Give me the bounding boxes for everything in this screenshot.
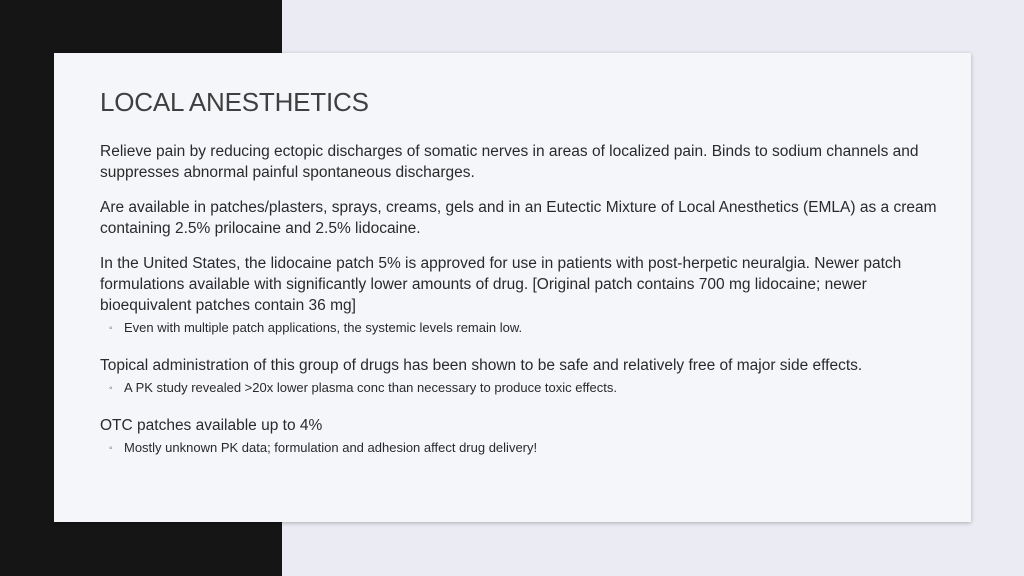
paragraph-mechanism: Relieve pain by reducing ectopic discharges of somatic nerves in areas of localized pain. Binds to sodium channels and suppresses abnormal painful spontaneous discharges. <box>100 143 919 181</box>
paragraph-otc: OTC patches available up to 4% <box>100 417 323 434</box>
paragraph-lidocaine-patch: In the United States, the lidocaine patch 5% is approved for use in patients with post-herpetic neuralgia. Newer patch formulations available with significantly lower amounts of drug. [Original patch contains 700 mg lidocaine; newer bioequivalent patches contain 36 mg] <box>100 255 902 314</box>
slide-body <box>100 141 941 459</box>
sub-bullet-text: Mostly unknown PK data; formulation and adhesion affect drug delivery! <box>124 440 538 455</box>
bullet-circle-icon: ◦ <box>109 383 113 394</box>
paragraph-formulations: Are available in patches/plasters, sprays, creams, gels and in an Eutectic Mixture of Local Anesthetics (EMLA) as a cream containing 2.5% prilocaine and 2.5% lidocaine. <box>100 199 937 237</box>
slide-title: LOCAL ANESTHETICS <box>100 87 369 117</box>
sub-bullet-text: A PK study revealed >20x lower plasma conc than necessary to produce toxic effects. <box>124 380 617 395</box>
bullet-circle-icon: ◦ <box>109 443 113 454</box>
sub-bullet-pk-study <box>109 379 941 399</box>
slide-card <box>54 53 971 522</box>
sub-bullet-text: Even with multiple patch applications, the systemic levels remain low. <box>124 320 523 335</box>
bullet-circle-icon: ◦ <box>109 323 113 334</box>
paragraph-safety: Topical administration of this group of drugs has been shown to be safe and relatively free of major side effects. <box>100 357 863 374</box>
sub-bullet-systemic-levels <box>109 319 941 339</box>
sub-bullet-pk-data <box>109 439 941 459</box>
